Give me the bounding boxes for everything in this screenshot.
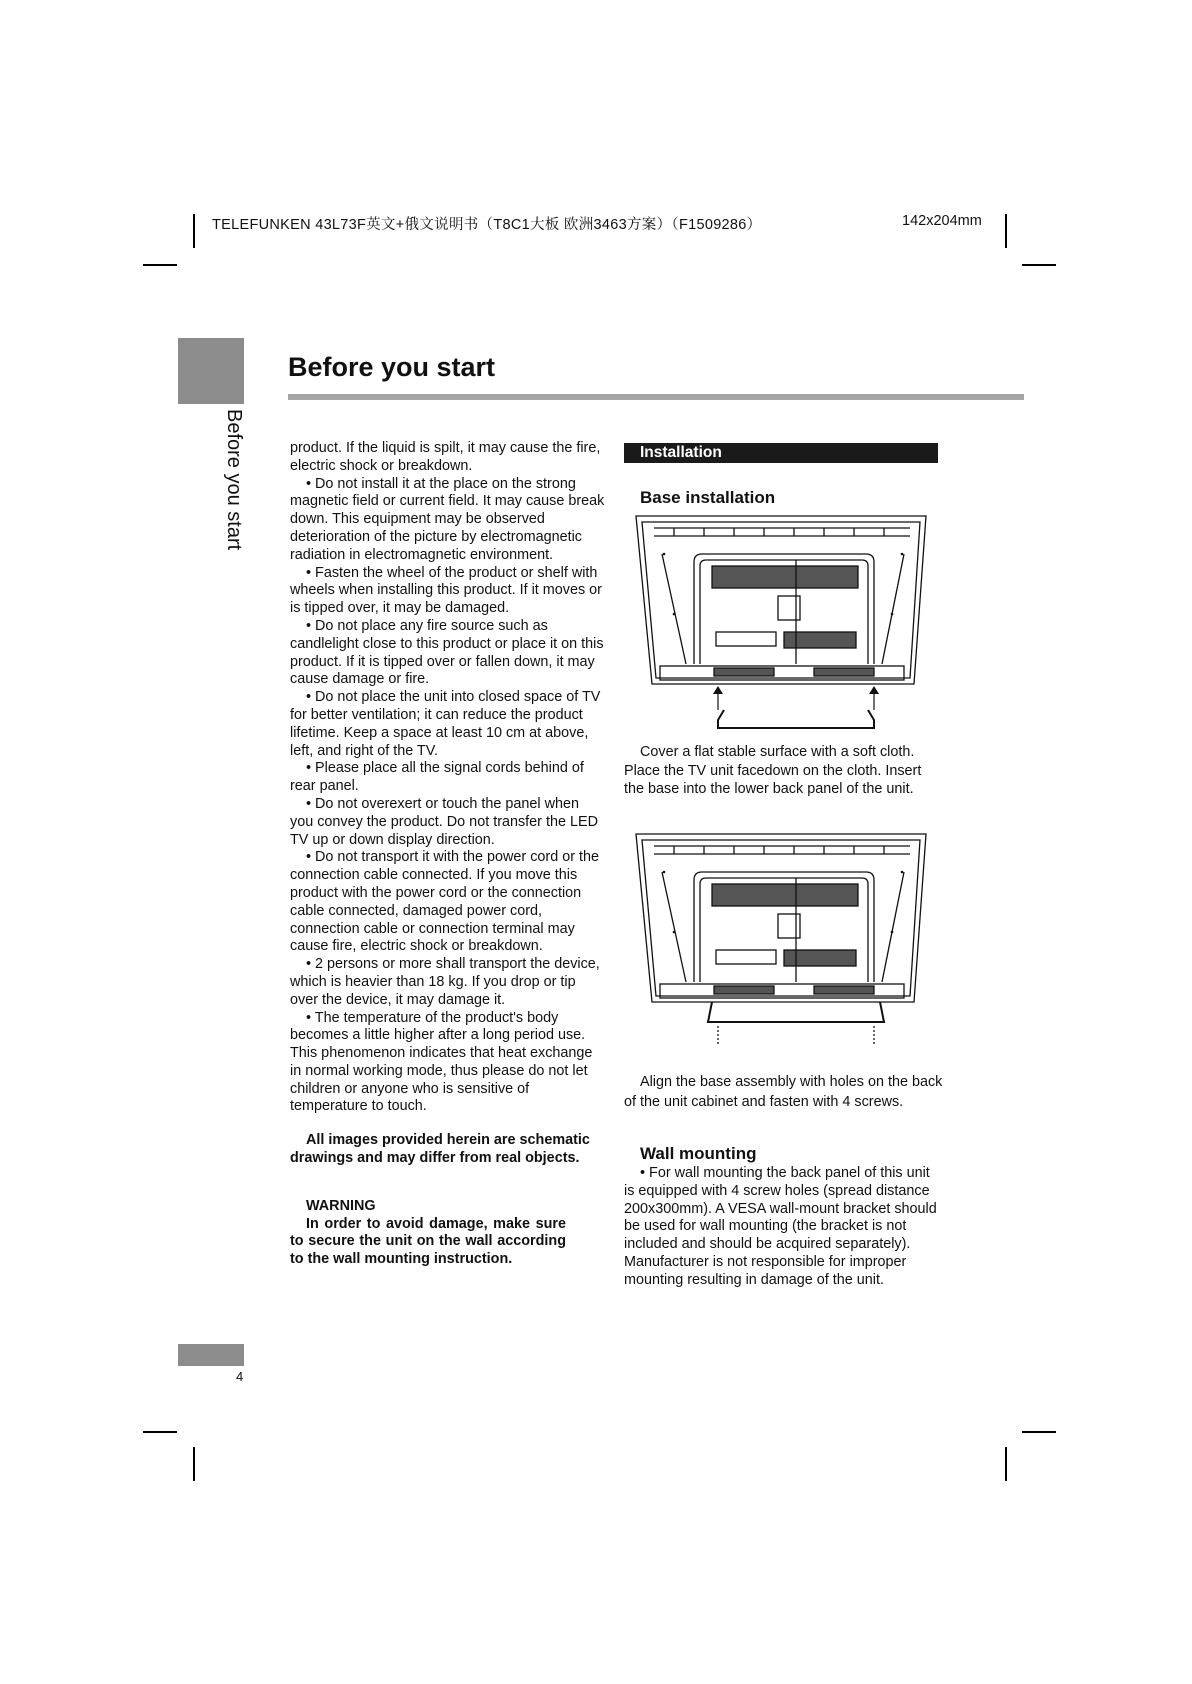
crop-mark-bottom-left-vertical: [193, 1447, 195, 1481]
caption-base-insert: Cover a flat stable surface with a soft cloth. Place the TV unit facedown on the cloth. Insert the base into the lower back panel of the unit.: [624, 744, 922, 797]
bullet-item: • The temperature of the product's body becomes a little higher after a long period use. This phenomenon indicates that heat exchange in normal working mode, thus please do not let children or anyone who is sensitive of temperature to touch.: [290, 1009, 593, 1115]
title-rule: [288, 394, 1024, 400]
left-column: [290, 440, 606, 1269]
bullet-item: • Please place all the signal cords behind of rear panel.: [290, 760, 584, 795]
bullet-item: • Do not transport it with the power cord or the connection cable connected. If you move this product with the power cord or the connection cable connected, damaged power cord, connection cable or connection terminal may cause fire, electric shock or breakdown.: [290, 849, 599, 955]
page-number: 4: [236, 1369, 244, 1384]
paragraph: product. If the liquid is spilt, it may cause the fire, electric shock or breakdown.: [290, 440, 601, 474]
crop-mark-bottom-right-vertical: [1005, 1447, 1007, 1481]
base-screw-diagram: [634, 832, 932, 1050]
crop-mark-top-right-vertical: [1005, 214, 1007, 248]
wall-mounting-text: • For wall mounting the back panel of this unit is equipped with 4 screw holes (spread distance 200x300mm). A VESA wall-mount bracket should be used for wall mounting (the bracket is not included and should be acquired separately). Manufacturer is not responsible for improper mounting resulting in damage of the unit.: [624, 1165, 937, 1288]
bullet-item: • Do not place the unit into closed space of TV for better ventilation; it can reduce the product lifetime. Keep a space at least 10 cm at above, left, and right of the TV.: [290, 689, 601, 759]
bullet-item: • Do not install it at the place on the strong magnetic field or current field. It may cause break down. This equipment may be observed deterioration of the picture by electromagnetic radiation in electromagnetic environment.: [290, 475, 605, 563]
base-insert-diagram: [634, 514, 932, 738]
schematic-note: All images provided herein are schematic drawings and may differ from real objects.: [290, 1132, 590, 1167]
crop-mark-top-right-horizontal: [1022, 264, 1056, 266]
crop-mark-top-left-vertical: [193, 214, 195, 248]
page-number-tab: [178, 1344, 244, 1366]
section-header-installation: Installation: [624, 443, 938, 463]
wall-mounting-title: Wall mounting: [640, 1144, 757, 1163]
bullet-item: • Do not overexert or touch the panel when you convey the product. Do not transfer the LED TV up or down display direction.: [290, 795, 598, 848]
caption-base-screws: Align the base assembly with holes on the back of the unit cabinet and fasten with 4 screws.: [624, 1074, 943, 1110]
side-tab-block: [178, 338, 244, 404]
crop-mark-bottom-right-horizontal: [1022, 1431, 1056, 1433]
bullet-item: • Fasten the wheel of the product or shelf with wheels when installing this product. If it moves or is tipped over, it may be damaged.: [290, 564, 602, 617]
print-header-title: TELEFUNKEN 43L73F英文+俄文说明书（T8C1大板 欧洲3463方案）（F1509286）: [212, 217, 762, 233]
bullet-item: • Do not place any fire source such as candlelight close to this product or place it on this product. If it is tipped over or fallen down, it may cause damage or fire.: [290, 617, 604, 688]
warning-text: In order to avoid damage, make sure to secure the unit on the wall according to the wall mounting instruction.: [290, 1215, 566, 1268]
base-installation-title: Base installation: [640, 488, 776, 507]
bullet-item: • 2 persons or more shall transport the device, which is heavier than 18 kg. If you drop or tip over the device, it may damage it.: [290, 956, 600, 1008]
side-tab-label: Before you start: [223, 409, 245, 551]
crop-mark-top-left-horizontal: [143, 264, 177, 266]
print-header-size: 142x204mm: [902, 213, 982, 229]
warning-title: WARNING: [306, 1197, 376, 1214]
crop-mark-bottom-left-horizontal: [143, 1431, 177, 1433]
page-title: Before you start: [288, 352, 496, 382]
